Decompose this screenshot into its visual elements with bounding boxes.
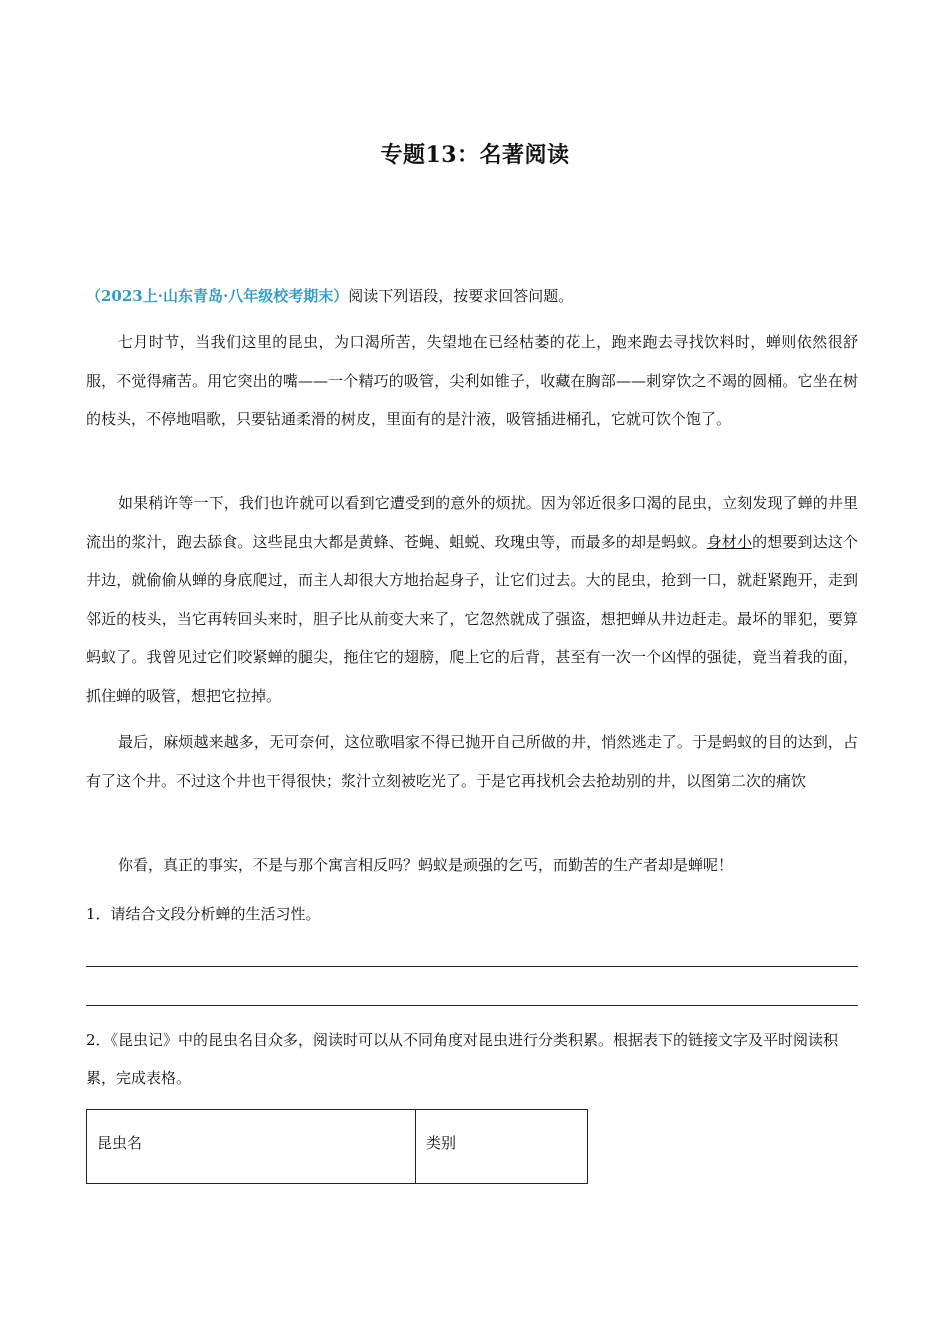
paragraph-2-text-b: 的想要到达这个井边，就偷偷从蝉的身底爬过，而主人却很大方地抬起身子，让它们过去。大的昆虫，抢到一口，就赶紧跑开，走到邻近的枝头，当它再转回头来时，胆子比从前变大来了，它忽然就成了强盗，想把蝉从井边赶走。最坏的罪犯，要算蚂蚁了。我曾见过它们咬紧蝉的腿尖，拖住它的翅膀，爬上它的后背，甚至有一次一个凶悍的强徒，竟当着我的面，抓住蝉的吸管，想把它拉掉。 xyxy=(86,532,858,705)
passage-paragraph-3: 最后，麻烦越来越多，无可奈何，这位歌唱家不得已抛开自己所做的井，悄然逃走了。于是蚂蚁的目的达到，占有了这个井。不过这个井也干得很快；浆汁立刻被吃光了。于是它再找机会去抢劫别的井，以图第二次的痛饮 xyxy=(86,733,858,790)
underlined-phrase: 身材小 xyxy=(706,532,753,551)
source-tag: （2023上·山东青岛·八年级校考期末） xyxy=(86,287,349,305)
insect-category-table xyxy=(86,1109,588,1184)
answer-line-1[interactable] xyxy=(86,966,858,967)
passage-paragraph-2 xyxy=(86,484,858,715)
page-title: 专题13：名著阅读 xyxy=(380,142,570,168)
question-1: 1．请结合文段分析蝉的生活习性。 xyxy=(86,905,321,923)
insect-name-header: 昆虫名 xyxy=(87,1110,416,1184)
passage-paragraph-4: 你看，真正的事实，不是与那个寓言相反吗？蚂蚁是顽强的乞丐，而勤苦的生产者却是蝉呢！ xyxy=(118,856,734,874)
question-2: 2．《昆虫记》中的昆虫名目众多，阅读时可以从不同角度对昆虫进行分类积累。根据表下的链接文字及平时阅读积累，完成表格。 xyxy=(86,1031,839,1087)
instruction-text: 阅读下列语段，按要求回答问题。 xyxy=(348,287,574,305)
category-header: 类别 xyxy=(416,1110,588,1184)
paragraph-2-text-a: 如果稍许等一下，我们也许就可以看到它遭受到的意外的烦扰。因为邻近很多口渴的昆虫，立刻发现了蝉的井里流出的浆汁，跑去舔食。这些昆虫大都是黄蜂、苍蝇、蛆蜕、玫瑰虫等，而最多的却是蚂蚁。 xyxy=(86,494,858,551)
passage-paragraph-1: 七月时节，当我们这里的昆虫，为口渴所苦，失望地在已经枯萎的花上，跑来跑去寻找饮料时，蝉则依然很舒服，不觉得痛苦。用它突出的嘴——一个精巧的吸管，尖利如锥子，收藏在胸部——刺穿饮之不竭的圆桶。它坐在树的枝头，不停地唱歌，只要钻通柔滑的树皮，里面有的是汁液，吸管插进桶孔，它就可饮个饱了。 xyxy=(86,333,858,428)
source-line xyxy=(86,285,573,306)
table-row xyxy=(87,1110,588,1184)
answer-line-2[interactable] xyxy=(86,1005,858,1006)
